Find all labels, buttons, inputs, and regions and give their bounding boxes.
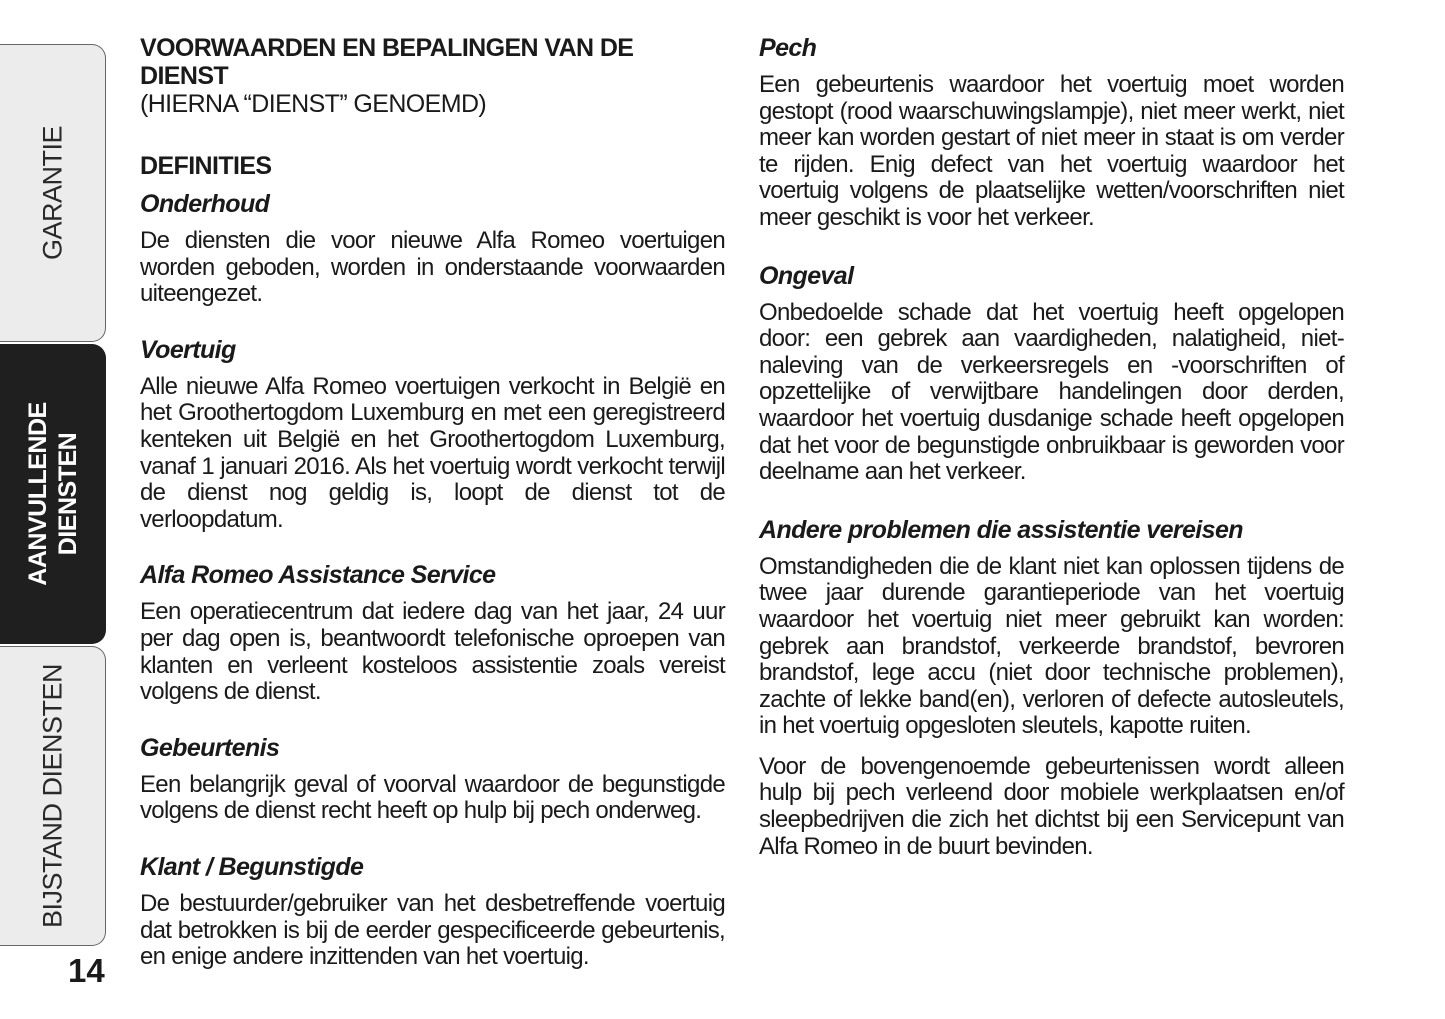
term-pech: Pech: [759, 34, 817, 62]
term-klant-begunstigde: Klant / Begunstigde: [140, 852, 364, 881]
tab-bijstand-diensten-label: BIJSTAND DIENSTEN: [37, 663, 67, 929]
definition-ongeval: Onbedoelde schade dat het voertuig heeft opgelopen door: een gebrek aan vaardigheden, nalatigheid, niet-naleving van de verkeersregels en -voorschriften of opzettelijke of verwijtbare handelingen door derden, waardoor het voertuig dusdanige schade heeft opgelopen dat het voor de begunstigde onbruikbaar is geworden voor deelname aan het verkeer.: [759, 298, 1344, 486]
definition-voertuig: Alle nieuwe Alfa Romeo voertuigen verkocht in België en het Groothertogdom Luxemburg en met een geregistreerd kenteken uit België en het Groothertogdom Luxemburg, vanaf 1 januari 2016. Als het voertuig wordt verkocht terwijl de dienst nog geldig is, loopt de dienst tot de verloopdatum.: [140, 372, 725, 533]
tab-bijstand-diensten[interactable]: [0, 646, 106, 946]
definition-pech: Een gebeurtenis waardoor het voertuig moet worden gestopt (rood waarschuwingslampje), niet meer werkt, niet meer kan worden gestart of niet meer in staat is om verder te rijden. Enig defect van het voertuig waardoor het voertuig volgens de plaatselijke wetten/voorschriften niet meer geschikt is voor het verkeer.: [759, 71, 1344, 231]
tab-aanvullende-diensten[interactable]: [0, 344, 106, 644]
term-assistance-service: Alfa Romeo Assistance Service: [140, 561, 496, 590]
left-column: [140, 34, 725, 999]
closing-paragraph: Voor de bovengenoemde gebeurtenissen wordt alleen hulp bij pech verleend door mobiele werkplaatsen en/of sleepbedrijven die zich het dichtst bij een Servicepunt van Alfa Romeo in de buurt bevinden.: [759, 752, 1344, 860]
term-onderhoud: Onderhoud: [140, 190, 270, 218]
document-title: VOORWAARDEN EN BEPALINGEN VAN DE DIENST: [140, 34, 634, 90]
page-number: 14: [68, 952, 105, 989]
tab-garantie-label: GARANTIE: [37, 125, 67, 261]
definition-assistance-service: Een operatiecentrum dat iedere dag van het jaar, 24 uur per dag open is, beantwoordt telefonische oproepen van klanten en verleent kosteloos assistentie zoals vereist volgens de dienst.: [140, 598, 725, 706]
term-gebeurtenis: Gebeurtenis: [140, 733, 280, 762]
right-column: [759, 34, 1344, 888]
tab-garantie[interactable]: [0, 44, 106, 342]
section-heading: DEFINITIES: [140, 152, 272, 180]
definition-klant-begunstigde: De bestuurder/gebruiker van het desbetreffende voertuig dat betrokken is bij de eerder gespecificeerde gebeurtenis, en enige andere inzittenden van het voertuig.: [140, 889, 725, 971]
tab-aanvullende-diensten-label: AANVULLENDE DIENSTEN: [23, 402, 82, 586]
definition-gebeurtenis: Een belangrijk geval of voorval waardoor de begunstigde volgens de dienst recht heeft op hulp bij pech onderweg.: [140, 770, 725, 825]
definition-andere-problemen: Omstandigheden die de klant niet kan oplossen tijdens de twee jaar durende garantieperiode van het voertuig waardoor het voertuig niet meer gebruikt kan worden: gebrek aan brandstof, verkeerde brandstof, bevroren brandstof, lege accu (niet door technische problemen), zachte of lekke band(en), verloren of defecte autosleutels, in het voertuig opgesloten sleutels, kapotte ruiten.: [759, 552, 1344, 740]
term-andere-problemen: Andere problemen die assistentie vereisen: [759, 515, 1243, 544]
document-subtitle: (HIERNA “DIENST” GENOEMD): [140, 90, 487, 118]
term-voertuig: Voertuig: [140, 335, 236, 364]
term-ongeval: Ongeval: [759, 261, 854, 290]
definition-onderhoud: De diensten die voor nieuwe Alfa Romeo voertuigen worden geboden, worden in onderstaande voorwaarden uiteengezet.: [140, 227, 725, 308]
